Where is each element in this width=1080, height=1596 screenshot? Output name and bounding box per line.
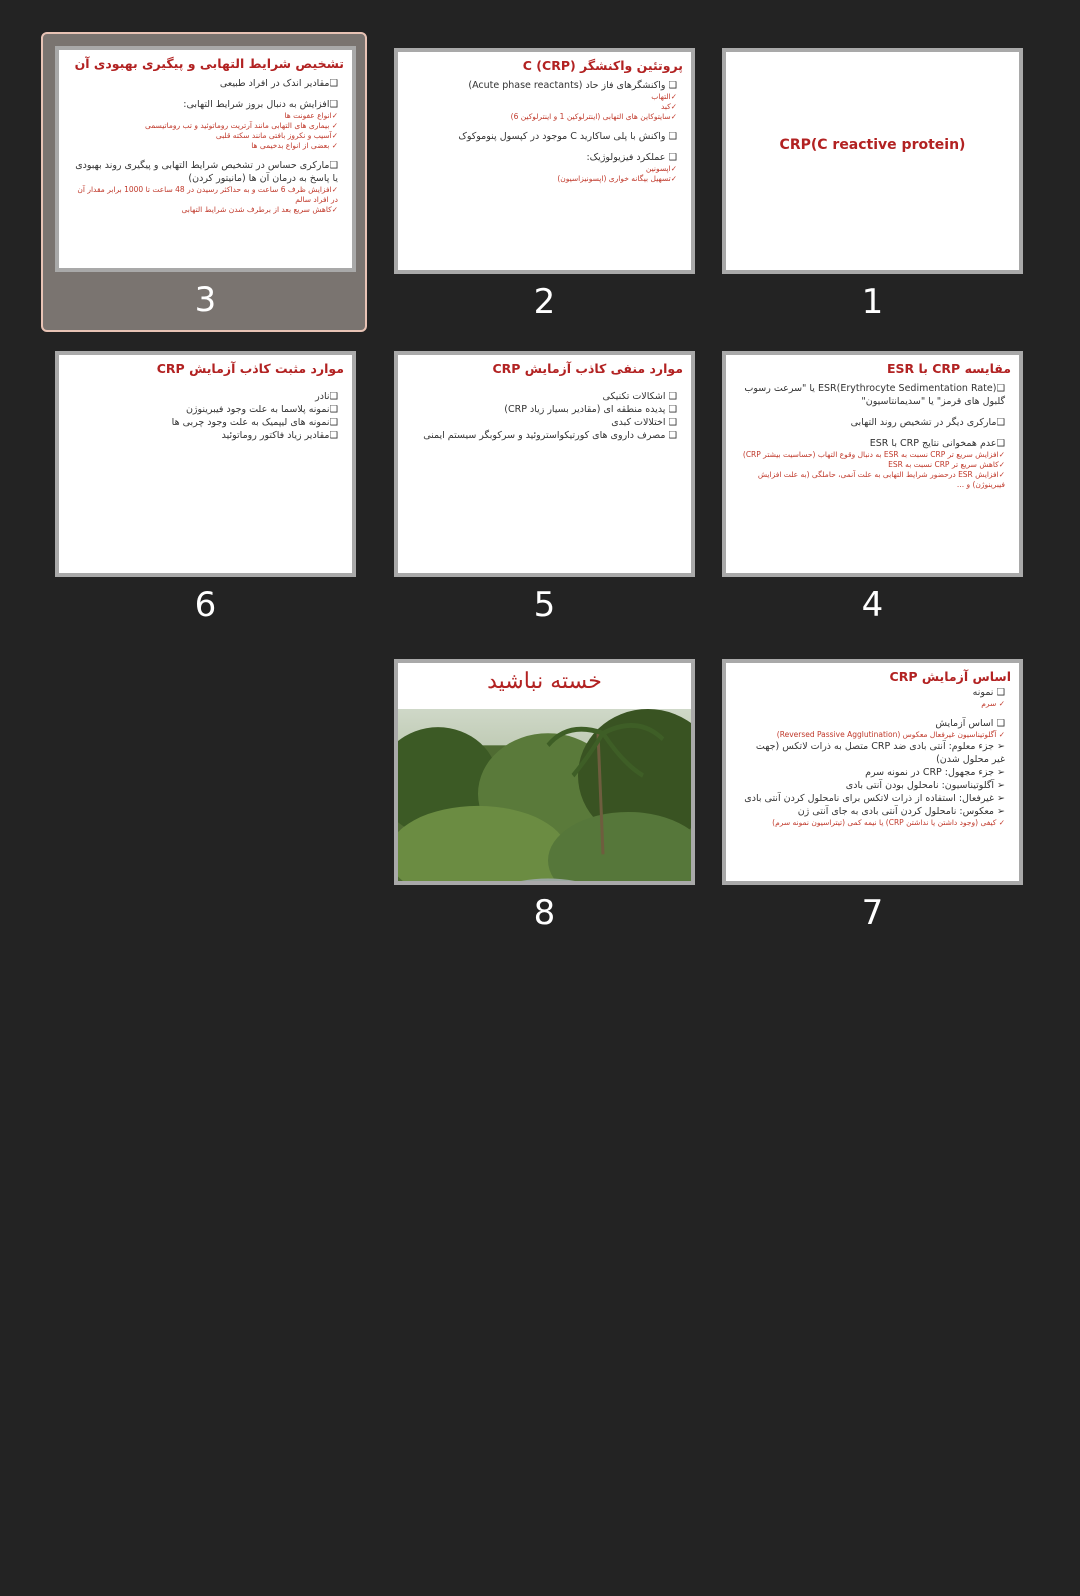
slide-body <box>726 376 1019 490</box>
slide-title: موارد منفی کاذب آزمایش CRP <box>492 361 683 376</box>
slide-title: اساس آزمایش CRP <box>889 669 1011 684</box>
slide-title: مقایسه CRP با ESR <box>886 361 1011 376</box>
line-spacer <box>740 709 1005 717</box>
bullet-text: ❑ESR(Erythrocyte Sedimentation Rate) یا "سرعت رسوب گلبول های قرمز" یا "سدیمانتاسیون" <box>744 383 1005 407</box>
sub-bullet-text: ✓افزایش ESR درحضور شرایط التهابی به علت آنمی، حاملگی (به علت افزایش فیبرینوژن) و ... <box>757 470 1005 489</box>
slide-thumbnail-7[interactable] <box>708 645 1013 935</box>
sub-bullet-text: ✓التهاب <box>651 92 677 101</box>
sub-bullet-text: ✓افزایش سریع تر CRP نسبت به ESR به دنبال وقوع التهاب (حساسیت بیشتر CRP) <box>742 450 1005 459</box>
sub-bullet-text: ✓ بیماری های التهابی مانند آرتریت روماتوئید و تب روماتیسمی <box>144 121 338 130</box>
slide-preview <box>394 351 695 577</box>
slide-number: 5 <box>533 585 556 625</box>
sub-bullet-text: ✓اپسونین <box>645 164 677 173</box>
line-spacer <box>73 90 338 98</box>
slide-thumbnail-1[interactable] <box>708 34 1013 324</box>
bullet-text: ❑عدم همخوانی نتایج CRP با ESR <box>869 438 1005 449</box>
bullet-text: ❑ واکنشگرهای فاز حاد (Acute phase reactants) <box>468 80 677 91</box>
sub-bullet-text: ✓سایتوکاین های التهابی (اینترلوکین 1 و اینترلوکین 6) <box>510 112 677 121</box>
bullet-text: ❑نادر <box>315 391 338 402</box>
slide-thumbnail-3-selected[interactable] <box>41 32 367 332</box>
slide-number: 1 <box>861 282 884 322</box>
slide-preview <box>394 48 695 274</box>
sub-bullet-text: ✓کاهش سریع تر CRP نسبت به ESR <box>888 460 1005 469</box>
bullet-text: ❑ اشکالات تکنیکی <box>602 391 677 402</box>
slide-thumbnail-2[interactable] <box>380 34 685 324</box>
sub-bullet-text: ✓تسهیل بیگانه خواری (اپسونیزاسیون) <box>557 174 677 183</box>
bullet-text: ❑ عملکرد فیزیولوژیک: <box>586 152 677 163</box>
slide-number: 7 <box>861 893 884 933</box>
slide-title: پروتئین واکنشگر C (CRP) <box>522 58 683 73</box>
slide-body <box>59 376 352 442</box>
slide-title: موارد مثبت کاذب آزمایش CRP <box>156 361 344 376</box>
bullet-text: ❑مارکری دیگر در تشخیص روند التهابی <box>850 417 1005 428</box>
sub-bullet-text: ✓ بعضی از انواع بدخیمی ها <box>251 141 338 150</box>
slide-body <box>726 684 1019 828</box>
slide-number: 3 <box>194 280 217 320</box>
bullet-text: ❑افزایش به دنبال بروز شرایط التهابی: <box>183 99 338 110</box>
bullet-text: ➢ معکوس: نامحلول کردن آنتی بادی به جای آنتی ژن <box>797 806 1005 817</box>
bullet-text: ❑ اختلالات کبدی <box>611 417 677 428</box>
bullet-text: ❑ اساس آزمایش <box>935 718 1005 729</box>
bullet-text: ➢ آگلوتیناسیون: نامحلول بودن آنتی بادی <box>845 780 1005 791</box>
slide-preview <box>722 48 1023 274</box>
slide-title: CRP(C reactive protein) <box>779 137 966 153</box>
bullet-text: ❑نمونه های لیپمیک به علت وجود چربی ها <box>171 417 338 428</box>
bullet-text: ❑ واکنش با پلی ساکارید C موجود در کپسول پنوموکوک <box>458 131 677 142</box>
sub-bullet-text: ✓کبد <box>660 102 677 111</box>
line-spacer <box>412 122 677 130</box>
slide-number: 6 <box>194 585 217 625</box>
slide-number: 4 <box>861 585 884 625</box>
line-spacer <box>73 382 338 390</box>
bullet-text: ❑ نمونه <box>972 687 1005 698</box>
sub-bullet-text: ✓ آگلوتیناسیون غیرفعال معکوس (Reversed Passive Agglutination) <box>776 730 1005 739</box>
slide-preview <box>722 659 1023 885</box>
sub-bullet-text: ✓ سرم <box>981 699 1005 708</box>
bullet-text: ❑ مصرف داروی های کورتیکواستروئید و سرکوبگر سیستم ایمنی <box>423 430 677 441</box>
sub-bullet-text: ✓آسیب و نکروز بافتی مانند سکته قلبی <box>215 131 338 140</box>
slide-thumbnail-8[interactable] <box>380 645 685 935</box>
bullet-text: ❑مارکری حساس در تشخیص شرایط التهابی و پیگیری روند بهبودی یا پاسخ به درمان آن ها (مانیتور کردن) <box>75 160 338 184</box>
slide-body <box>398 376 691 442</box>
slide-preview <box>394 659 695 885</box>
bullet-text: ❑ پدیده منطقه ای (مقادیر بسیار زیاد CRP) <box>504 404 677 415</box>
bullet-text: ❑مقادیر زیاد فاکتور روماتوئید <box>221 430 338 441</box>
slide-body <box>59 71 352 215</box>
line-spacer <box>412 382 677 390</box>
slide-preview <box>55 351 356 577</box>
slide-number: 8 <box>533 893 556 933</box>
line-spacer <box>740 429 1005 437</box>
bullet-text: ➢ جزء معلوم: آنتی بادی ضد CRP متصل به ذرات لاتکس (جهت غیر محلول شدن) <box>755 741 1005 765</box>
slide-thumbnail-4[interactable] <box>708 337 1013 627</box>
line-spacer <box>740 408 1005 416</box>
sub-bullet-text: ✓انواع عفونت ها <box>284 111 338 120</box>
slide-body <box>398 73 691 184</box>
slide-thumbnail-6[interactable] <box>41 337 346 627</box>
line-spacer <box>412 143 677 151</box>
slide-preview <box>55 46 356 272</box>
bullet-text: ➢ جزء مجهول: CRP در نمونه سرم <box>865 767 1005 778</box>
forest-stream-photo <box>398 709 691 885</box>
sub-bullet-text: ✓کاهش سریع بعد از برطرف شدن شرایط التهابی <box>181 205 338 214</box>
sub-bullet-text: ✓افزایش ظرف 6 ساعت و به حداکثر رسیدن در 48 ساعت تا 1000 برابر مقدار آن در افراد سالم <box>77 185 338 204</box>
slide-preview <box>722 351 1023 577</box>
sub-bullet-text: ✓ کیفی (وجود داشتن یا نداشتن CRP) یا نیمه کمی (تیتراسیون نمونه سرم) <box>772 818 1005 827</box>
slide-title: خسته نباشید <box>487 669 602 694</box>
line-spacer <box>73 151 338 159</box>
bullet-text: ❑مقادیر اندک در افراد طبیعی <box>219 78 338 89</box>
slide-thumbnail-5[interactable] <box>380 337 685 627</box>
slide-title: تشخیص شرایط التهابی و پیگیری بهبودی آن <box>74 56 344 71</box>
bullet-text: ➢ غیرفعال: استفاده از ذرات لاتکس برای نامحلول کردن آنتی بادی <box>744 793 1005 804</box>
bullet-text: ❑نمونه پلاسما به علت وجود فیبرینوژن <box>185 404 338 415</box>
slide-number: 2 <box>533 282 556 322</box>
